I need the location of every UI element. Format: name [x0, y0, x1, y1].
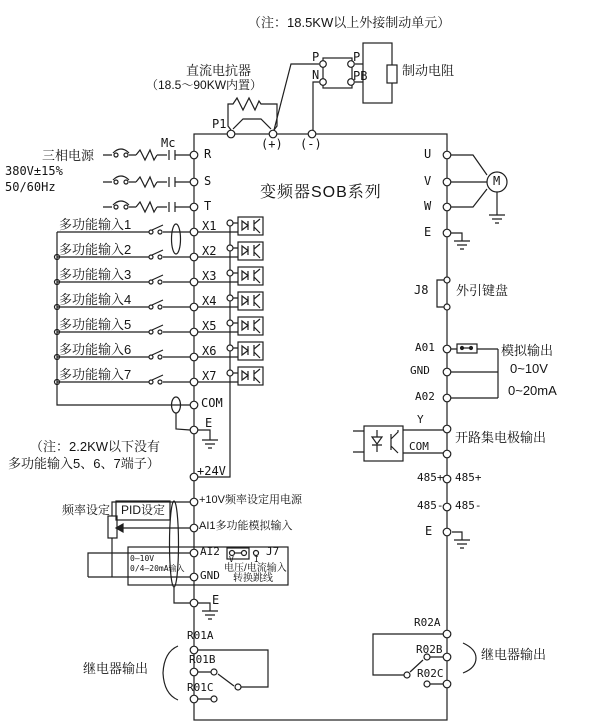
freq-set-label: 频率设定: [62, 503, 111, 517]
brake-p-in-label: P: [312, 50, 320, 64]
open-collector-symbol: [353, 426, 443, 461]
terminal-label-gnd2: GND: [410, 364, 430, 377]
motor-symbol: [451, 155, 507, 223]
terminal-label-r01c: R01C: [187, 681, 214, 694]
terminal-label-x6: X6: [202, 344, 217, 358]
digital-input-label-7: 多功能输入7: [59, 367, 132, 382]
brake-p-out-label: P: [353, 50, 361, 64]
power-source-line1: 三相电源: [42, 148, 95, 163]
analog-output-range2: 0~20mA: [508, 383, 557, 398]
terminal-label-x4: X4: [202, 294, 217, 308]
digital-input-label-2: 多功能输入2: [59, 242, 132, 257]
terminal-label-r02b: R02B: [416, 643, 443, 656]
terminal-label-y: Y: [417, 413, 424, 426]
terminal-label-p1: P1: [212, 117, 227, 131]
jumper-desc1: 电压/电流输入: [224, 563, 287, 574]
keypad-label: 外引键盘: [456, 283, 509, 298]
terminal-label-r01b: R01B: [189, 653, 216, 666]
jumper-v-label: V: [229, 555, 234, 564]
pid-set-label: PID设定: [121, 503, 166, 517]
jumper-name: J7: [266, 545, 280, 558]
terminal-label-r02c: R02C: [417, 667, 444, 680]
dc-reactor-symbol: [228, 98, 277, 130]
bottom-note-line1: （注：2.2KW以下没有: [30, 439, 161, 454]
digital-input-label-3: 多功能输入3: [59, 267, 132, 282]
terminal-label-485p-r: 485+: [455, 471, 482, 484]
terminal-label-e2: E: [212, 593, 220, 607]
relay2-label: 继电器输出: [481, 647, 547, 662]
ai2-range1: 0—10V: [130, 554, 155, 563]
terminal-label-x3: X3: [202, 269, 217, 283]
analog-output-label: 模拟输出: [501, 343, 554, 358]
terminal-label-w: W: [424, 199, 432, 213]
terminal-label-x7: X7: [202, 369, 217, 383]
terminal-label-gnd1: GND: [200, 569, 220, 582]
terminal-label-plus: (+): [261, 137, 283, 151]
power-source-line2: 380V±15%: [5, 164, 63, 178]
terminal-label-minus: (-): [300, 137, 322, 151]
relay1-label: 继电器输出: [83, 661, 149, 676]
analog-output-wires: [451, 344, 498, 398]
terminal-label-r02a: R02A: [414, 616, 441, 629]
digital-input-label-6: 多功能输入6: [59, 342, 132, 357]
terminal-label-x1: X1: [202, 219, 217, 233]
terminal-label-485p-l: 485+: [417, 471, 444, 484]
top-note: （注：18.5KW以上外接制动单元）: [248, 15, 451, 30]
power-source-line3: 50/60Hz: [5, 180, 56, 194]
terminal-label-u: U: [424, 147, 432, 161]
brake-pb-out-label: PB: [353, 69, 368, 83]
dc-reactor-range: （18.5～90KW内置）: [146, 78, 263, 92]
dc-reactor-name: 直流电抗器: [186, 63, 252, 78]
analog-output-range1: 0~10V: [510, 361, 548, 376]
motor-letter: M: [493, 174, 501, 188]
terminal-label-ao2: A02: [415, 390, 435, 403]
keypad-port-name: J8: [414, 283, 429, 297]
brake-resistor-label: 制动电阻: [402, 63, 455, 78]
shield-ovals: [170, 224, 191, 603]
brake-n-in-label: N: [312, 68, 320, 82]
terminal-label-t: T: [204, 199, 212, 213]
digital-input-label-5: 多功能输入5: [59, 317, 132, 332]
keypad-connector-symbol: [437, 280, 446, 307]
opto-isolators: [238, 217, 263, 385]
terminal-label-x2: X2: [202, 244, 217, 258]
terminal-label-com: COM: [201, 396, 223, 410]
ai2-range2: 0/4—20mA输入: [130, 564, 185, 573]
terminal-label-e3: E: [424, 225, 432, 239]
jumper-i-label: I: [254, 555, 259, 564]
terminal-label-x5: X5: [202, 319, 217, 333]
digital-input-label-1: 多功能输入1: [59, 217, 132, 232]
terminal-label-r01a: R01A: [187, 629, 214, 642]
terminal-label-ao1: A01: [415, 341, 435, 354]
power-input-symbols: [103, 149, 190, 212]
label-ai1: AI1多功能模拟输入: [199, 520, 293, 532]
terminal-label-s: S: [204, 174, 212, 188]
terminal-label-com2: COM: [409, 440, 429, 453]
terminal-label-485n-r: 485-: [455, 499, 482, 512]
terminal-label-v: V: [424, 174, 432, 188]
terminal-label-ai2: AI2: [200, 545, 220, 558]
terminal-label-e4: E: [425, 524, 433, 538]
inverter-title: 变频器SOB系列: [260, 184, 382, 201]
contactor-label: Mc: [161, 136, 176, 150]
terminal-label-485n-l: 485-: [417, 499, 444, 512]
label-10v-supply: +10V频率设定用电源: [199, 494, 302, 506]
open-collector-label: 开路集电极输出: [455, 430, 547, 445]
terminal-label-24v: +24V: [197, 464, 226, 478]
digital-input-label-4: 多功能输入4: [59, 292, 132, 307]
jumper-desc2: 转换跳线: [233, 573, 273, 584]
terminal-label-r: R: [204, 147, 212, 161]
terminal-label-e1: E: [205, 416, 213, 430]
bottom-note-line2: 多功能输入5、6、7端子）: [8, 456, 160, 471]
